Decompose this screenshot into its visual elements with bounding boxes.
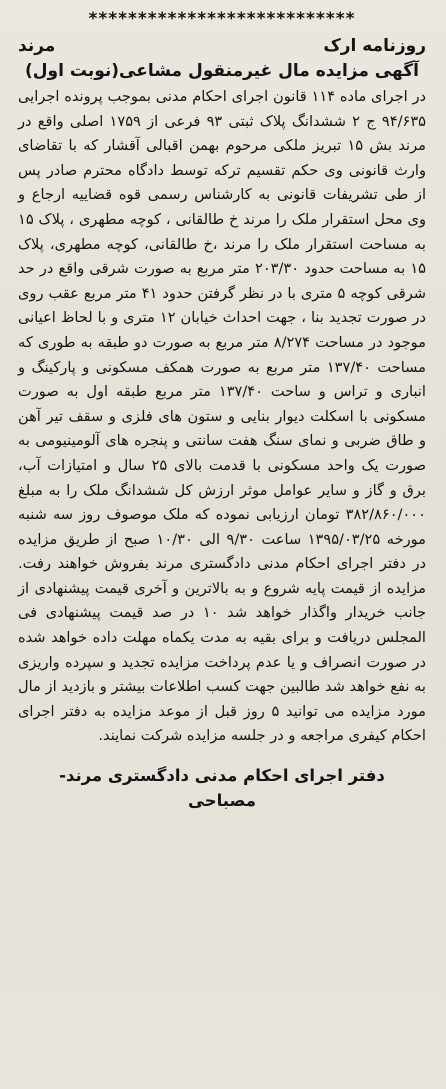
notice-title: آگهی مزایده مال غیرمنقول مشاعی(نوبت اول) bbox=[25, 61, 419, 81]
footer-signatory: مصباحی bbox=[188, 791, 256, 811]
header-row bbox=[18, 34, 426, 58]
notice-body: در اجرای ماده ۱۱۴ قانون اجرای احکام مدنی بموجب پرونده اجرایی ۹۴/۶۳۵ ج ۲ ششدانگ پلاک ثبتی ۹۳ فرعی از ۱۷۵۹ اصلی واقع در مرند بش ۱۵ تبریز ملکی مرحوم بهمن اقبالی آقشار که با تقاضای وارث قانونی وی حکم تقسیم ترکه توسط دادگاه محترم صادر پس از طی تشریفات قانونی به کارشناس رسمی قوه قضاییه ارجاع و وی محل استقرار ملک را مرند خ طالقانی ، کوچه مطهری ، پلاک ۱۵ به مساحت استقرار ملک را مرند ،خ طالقانی، کوچه مطهری، پلاک ۱۵ به مساحت حدود ۲۰۳/۳۰ متر مربع به صورت شرقی واقع در حد شرقی کوچه ۵ متری با در نظر گرفتن حدود ۴۱ متر مربع عقب روی در صورت تجدید بنا ، جهت احداث خیابان ۱۲ متری و با لحاظ اعیانی موجود در مساحت ۸/۲۷۴ متر مربع به صورت دو طبقه به طوری که مساحت ۱۳۷/۴۰ متر مربع به صورت همکف مسکونی و پارکینگ و انباری و تراس و ساحت ۱۳۷/۴۰ متر مربع طبقه اول به صورت مسکونی با اسکلت دیوار بنایی و ستون های فلزی و سقف تیر آهن و طاق ضربی و نمای سنگ هفت سانتی و پنجره های آلومینیومی به صورت یک واحد مسکونی با قدمت بالای ۲۵ سال و امتیازات آب، برق و گاز و سایر عوامل موثر ارزش کل ششدانگ ملک را به مبلغ ۳۸۲/۸۶۰/۰۰۰ تومان ارزیابی نموده که ملک موصوف روز سه شنبه مورخه ۱۳۹۵/۰۳/۲۵ ساعت ۹/۳۰ الی ۱۰/۳۰ صبح از طریق مزایده در دفتر اجرای احکام مدنی دادگستری مرند بفروش خواهند رفت. مزایده از قیمت پایه شروع و به بالاترین و آخری قیمت پیشنهادی از جانب خریدار واگذار خواهد شد ۱۰ در صد قیمت پیشنهادی فی المجلس دریافت و برای بقیه به مدت یکماه مهلت داده خواهد شده در صورت انصراف و یا عدم پرداخت مزایده تجدید و سپرده واریزی به نفع خواهد شد طالبین جهت کسب اطلاعات بیشتر و بازدید از مال مورد مزایده می توانید ۵ روز قبل از موعد مزایده به دفتر اجرای احکام کیفری مراجعه و در جلسه مزایده شرکت نمایند. bbox=[18, 88, 427, 745]
newspaper-name: روزنامه ارک bbox=[323, 36, 426, 56]
city-name: مرند bbox=[18, 36, 56, 56]
star-border: *************************** bbox=[88, 9, 356, 29]
footer-office: دفتر اجرای احکام مدنی دادگستری مرند- bbox=[59, 766, 385, 786]
